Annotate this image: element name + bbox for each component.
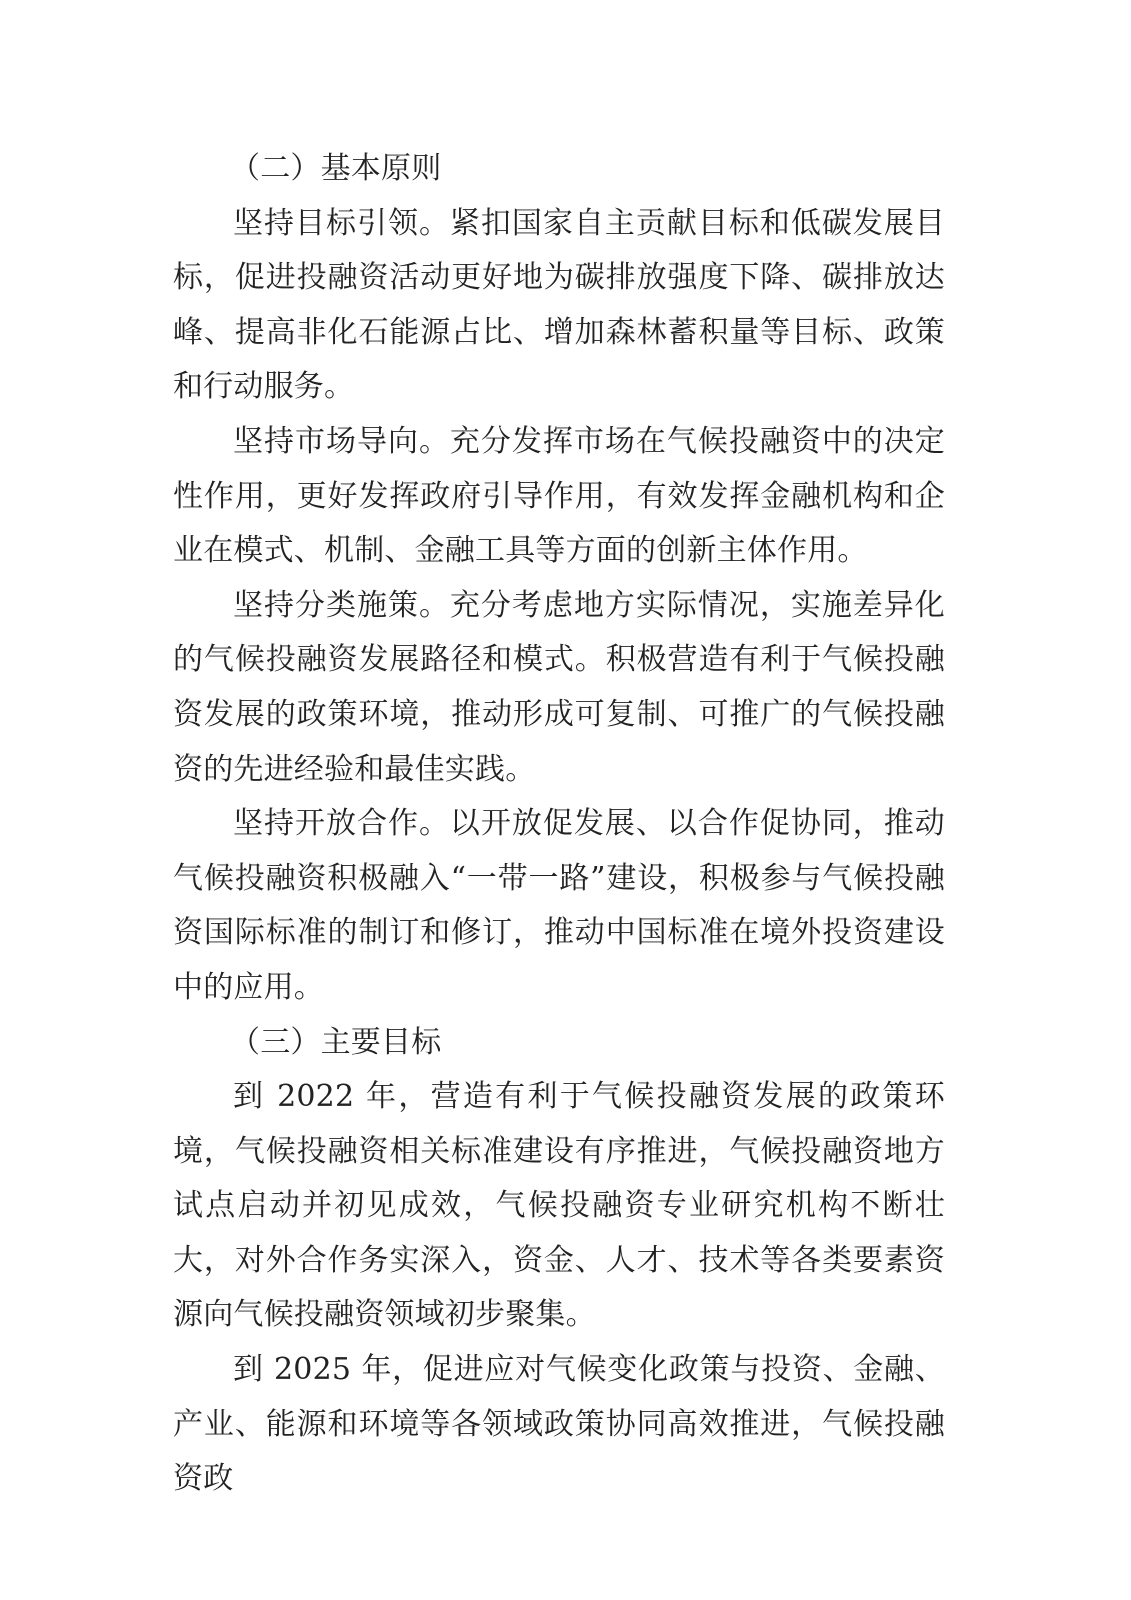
paragraph-classified-policies: 坚持分类施策。充分考虑地方实际情况，实施差异化的气候投融资发展路径和模式。积极营造有利于气候投融资发展的政策环境，推动形成可复制、可推广的气候投融资的先进经验和最佳实践。 (173, 587, 945, 787)
paragraph-market-oriented: 坚持市场导向。充分发挥市场在气候投融资中的决定性作用，更好发挥政府引导作用，有效发挥金融机构和企业在模式、机制、金融工具等方面的创新主体作用。 (173, 423, 945, 569)
paragraph-goal-oriented: 坚持目标引领。紧扣国家自主贡献目标和低碳发展目标，促进投融资活动更好地为碳排放强度下降、碳排放达峰、提高非化石能源占比、增加森林蓄积量等目标、政策和行动服务。 (173, 205, 945, 405)
section-heading-main-goals: （三）主要目标 (230, 1024, 442, 1060)
paragraph-goal-2025: 到 2025 年，促进应对气候变化政策与投资、金融、产业、能源和环境等各领域政策协同高效推进，气候投融资政 (173, 1352, 945, 1497)
paragraph-goal-2022: 到 2022 年，营造有利于气候投融资发展的政策环境，气候投融资相关标准建设有序推进，气候投融资地方试点启动并初见成效，气候投融资专业研究机构不断壮大，对外合作务实深入，资金、人才、技术等各类要素资源向气候投融资领域初步聚集。 (173, 1079, 945, 1333)
document-body (173, 142, 945, 1507)
section-heading-basic-principles: （二）基本原则 (230, 151, 442, 186)
paragraph-open-cooperation: 坚持开放合作。以开放促发展、以合作促协同，推动气候投融资积极融入“一带一路”建设，积极参与气候投融资国际标准的制订和修订，推动中国标准在境外投资建设中的应用。 (173, 806, 945, 1005)
